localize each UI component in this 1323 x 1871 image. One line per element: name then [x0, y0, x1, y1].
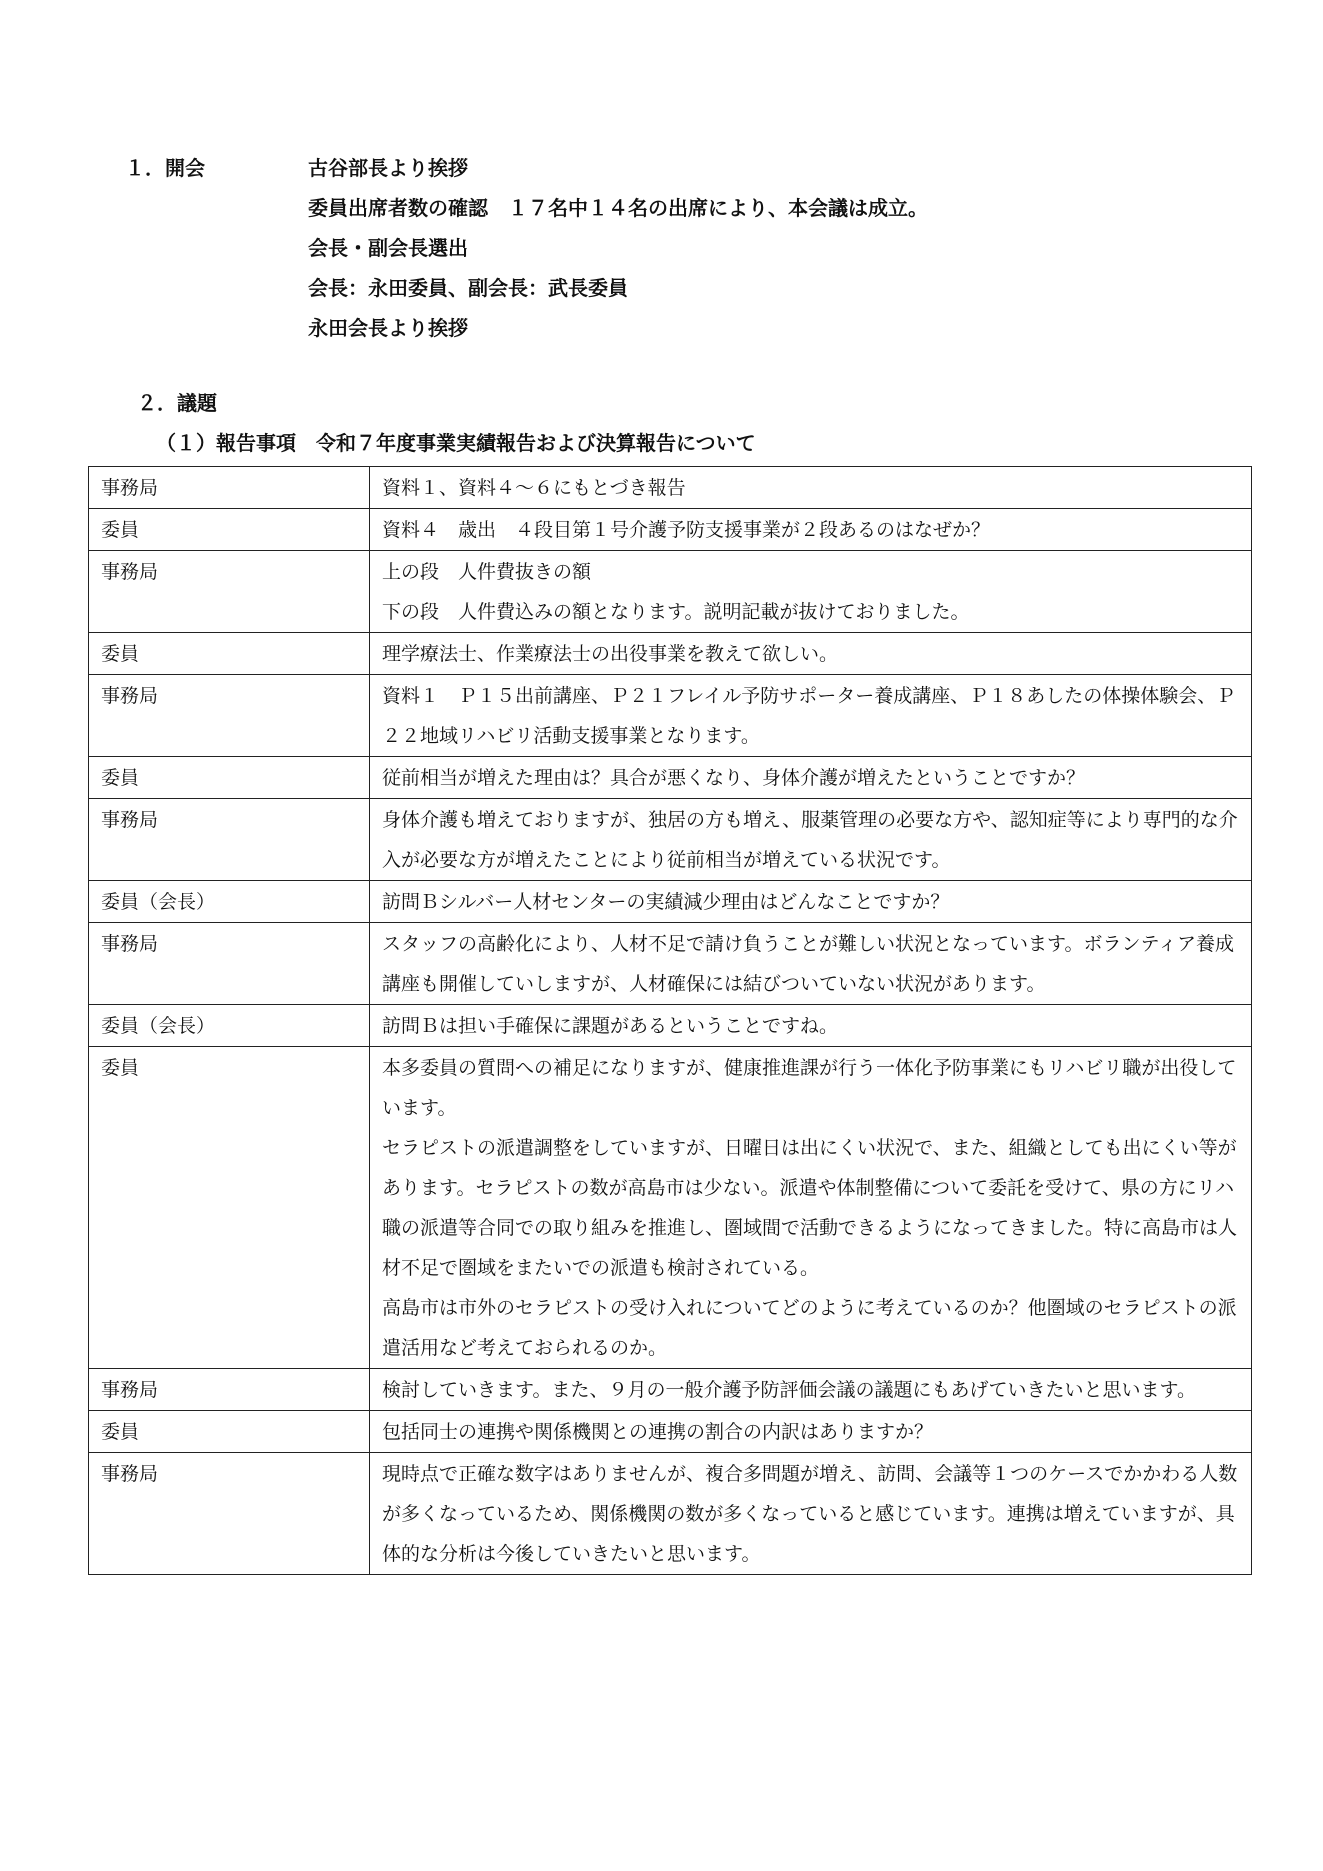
content-cell — [370, 1005, 1252, 1047]
table-row — [89, 551, 1252, 633]
agenda-heading: ２．議題 — [137, 391, 217, 415]
speaker-cell: 事務局 — [89, 923, 370, 1005]
content-paragraph: 検討していきます。また、９月の一般介護予防評価会議の議題にもあげていきたいと思います。 — [382, 1379, 1196, 1401]
content-cell — [370, 923, 1252, 1005]
content-cell — [370, 1411, 1252, 1453]
opening-line: 会長・副会長選出 — [308, 236, 468, 260]
content-cell — [370, 881, 1252, 923]
table-row — [89, 1411, 1252, 1453]
opening-section — [125, 148, 928, 348]
content-paragraph: 包括同士の連携や関係機関との連携の割合の内訳はありますか？ — [382, 1421, 934, 1443]
minutes-table — [88, 466, 1252, 1575]
speaker-cell: 委員 — [89, 757, 370, 799]
content-cell — [370, 1453, 1252, 1575]
content-cell — [370, 551, 1252, 633]
content-paragraph: 理学療法士、作業療法士の出役事業を教えて欲しい。 — [382, 643, 839, 665]
table-row — [89, 881, 1252, 923]
content-paragraph: 資料１ Ｐ１５出前講座、Ｐ２１フレイル予防サポーター養成講座、Ｐ１８あしたの体操体験会、Ｐ２２地域リハビリ活動支援事業となります。 — [382, 685, 1236, 747]
content-paragraph: 上の段 人件費抜きの額 — [382, 561, 592, 583]
table-row — [89, 633, 1252, 675]
table-row — [89, 1369, 1252, 1411]
opening-row — [125, 228, 928, 268]
content-paragraph: 現時点で正確な数字はありませんが、複合多問題が増え、訪問、会議等１つのケースでかかわる人数が多くなっているため、関係機関の数が多くなっていると感じています。連携は増えていますが、具体的な分析は今後していきたいと思います。 — [382, 1463, 1238, 1565]
opening-line: 委員出席者数の確認 １７名中１４名の出席により、本会議は成立。 — [308, 196, 928, 220]
table-row — [89, 1005, 1252, 1047]
speaker-cell: 委員（会長） — [89, 1005, 370, 1047]
content-paragraph: 下の段 人件費込みの額となります。説明記載が抜けておりました。 — [382, 601, 970, 623]
opening-row — [125, 268, 928, 308]
content-cell — [370, 675, 1252, 757]
table-row — [89, 467, 1252, 509]
speaker-cell: 委員 — [89, 1411, 370, 1453]
speaker-cell: 事務局 — [89, 1369, 370, 1411]
table-row — [89, 799, 1252, 881]
table-row — [89, 757, 1252, 799]
content-cell — [370, 1369, 1252, 1411]
content-paragraph: 資料１、資料４～６にもとづき報告 — [382, 477, 686, 499]
content-paragraph: スタッフの高齢化により、人材不足で請け負うことが難しい状況となっています。ボランティア養成講座も開催していしますが、人材確保には結びついていない状況があります。 — [382, 933, 1234, 995]
indent-spacer — [125, 308, 308, 348]
speaker-cell: 事務局 — [89, 675, 370, 757]
content-cell — [370, 467, 1252, 509]
content-paragraph: セラピストの派遣調整をしていますが、日曜日は出にくい状況で、また、組織としても出にくい等があります。セラピストの数が高島市は少ない。派遣や体制整備について委託を受けて、県の方にリハ職の派遣等合同での取り組みを推進し、圏域間で活動できるようになってきました。特に高島市は人材不足で圏域をまたいでの派遣も検討されている。 — [382, 1137, 1238, 1279]
content-paragraph: 本多委員の質問への補足になりますが、健康推進課が行う一体化予防事業にもリハビリ職が出役しています。 — [382, 1057, 1237, 1119]
table-row — [89, 675, 1252, 757]
opening-label: １．開会 — [125, 156, 205, 180]
speaker-cell: 事務局 — [89, 551, 370, 633]
speaker-cell: 事務局 — [89, 1453, 370, 1575]
report-subheading: （１）報告事項 令和７年度事業実績報告および決算報告について — [156, 431, 756, 455]
content-paragraph: 訪問Ｂシルバー人材センターの実績減少理由はどんなことですか？ — [382, 891, 950, 913]
opening-line: 永田会長より挨拶 — [308, 316, 468, 340]
opening-row — [125, 188, 928, 228]
speaker-cell: 委員（会長） — [89, 881, 370, 923]
content-paragraph: 従前相当が増えた理由は？具合が悪くなり、身体介護が増えたということですか？ — [382, 767, 1086, 789]
table-row — [89, 1453, 1252, 1575]
content-paragraph: 身体介護も増えておりますが、独居の方も増え、服薬管理の必要な方や、認知症等により専門的な介入が必要な方が増えたことにより従前相当が増えている状況です。 — [382, 809, 1238, 871]
opening-line: 古谷部長より挨拶 — [308, 156, 468, 180]
table-row — [89, 509, 1252, 551]
opening-line: 会長：永田委員、副会長：武長委員 — [308, 276, 628, 300]
table-row — [89, 1047, 1252, 1369]
minutes-table-body — [89, 467, 1252, 1575]
content-paragraph: 資料４ 歳出 ４段目第１号介護予防支援事業が２段あるのはなぜか？ — [382, 519, 991, 541]
content-cell — [370, 509, 1252, 551]
content-paragraph: 高島市は市外のセラピストの受け入れについてどのように考えているのか？他圏域のセラピストの派遣活用など考えておられるのか。 — [382, 1297, 1237, 1359]
opening-row — [125, 308, 928, 348]
content-cell — [370, 757, 1252, 799]
speaker-cell: 事務局 — [89, 799, 370, 881]
speaker-cell: 委員 — [89, 1047, 370, 1369]
opening-row — [125, 148, 928, 188]
indent-spacer — [125, 228, 308, 268]
content-cell — [370, 1047, 1252, 1369]
speaker-cell: 委員 — [89, 509, 370, 551]
table-row — [89, 923, 1252, 1005]
indent-spacer — [125, 268, 308, 308]
content-cell — [370, 633, 1252, 675]
indent-spacer — [125, 188, 308, 228]
speaker-cell: 委員 — [89, 633, 370, 675]
speaker-cell: 事務局 — [89, 467, 370, 509]
content-paragraph: 訪問Ｂは担い手確保に課題があるということですね。 — [382, 1015, 839, 1037]
content-cell — [370, 799, 1252, 881]
